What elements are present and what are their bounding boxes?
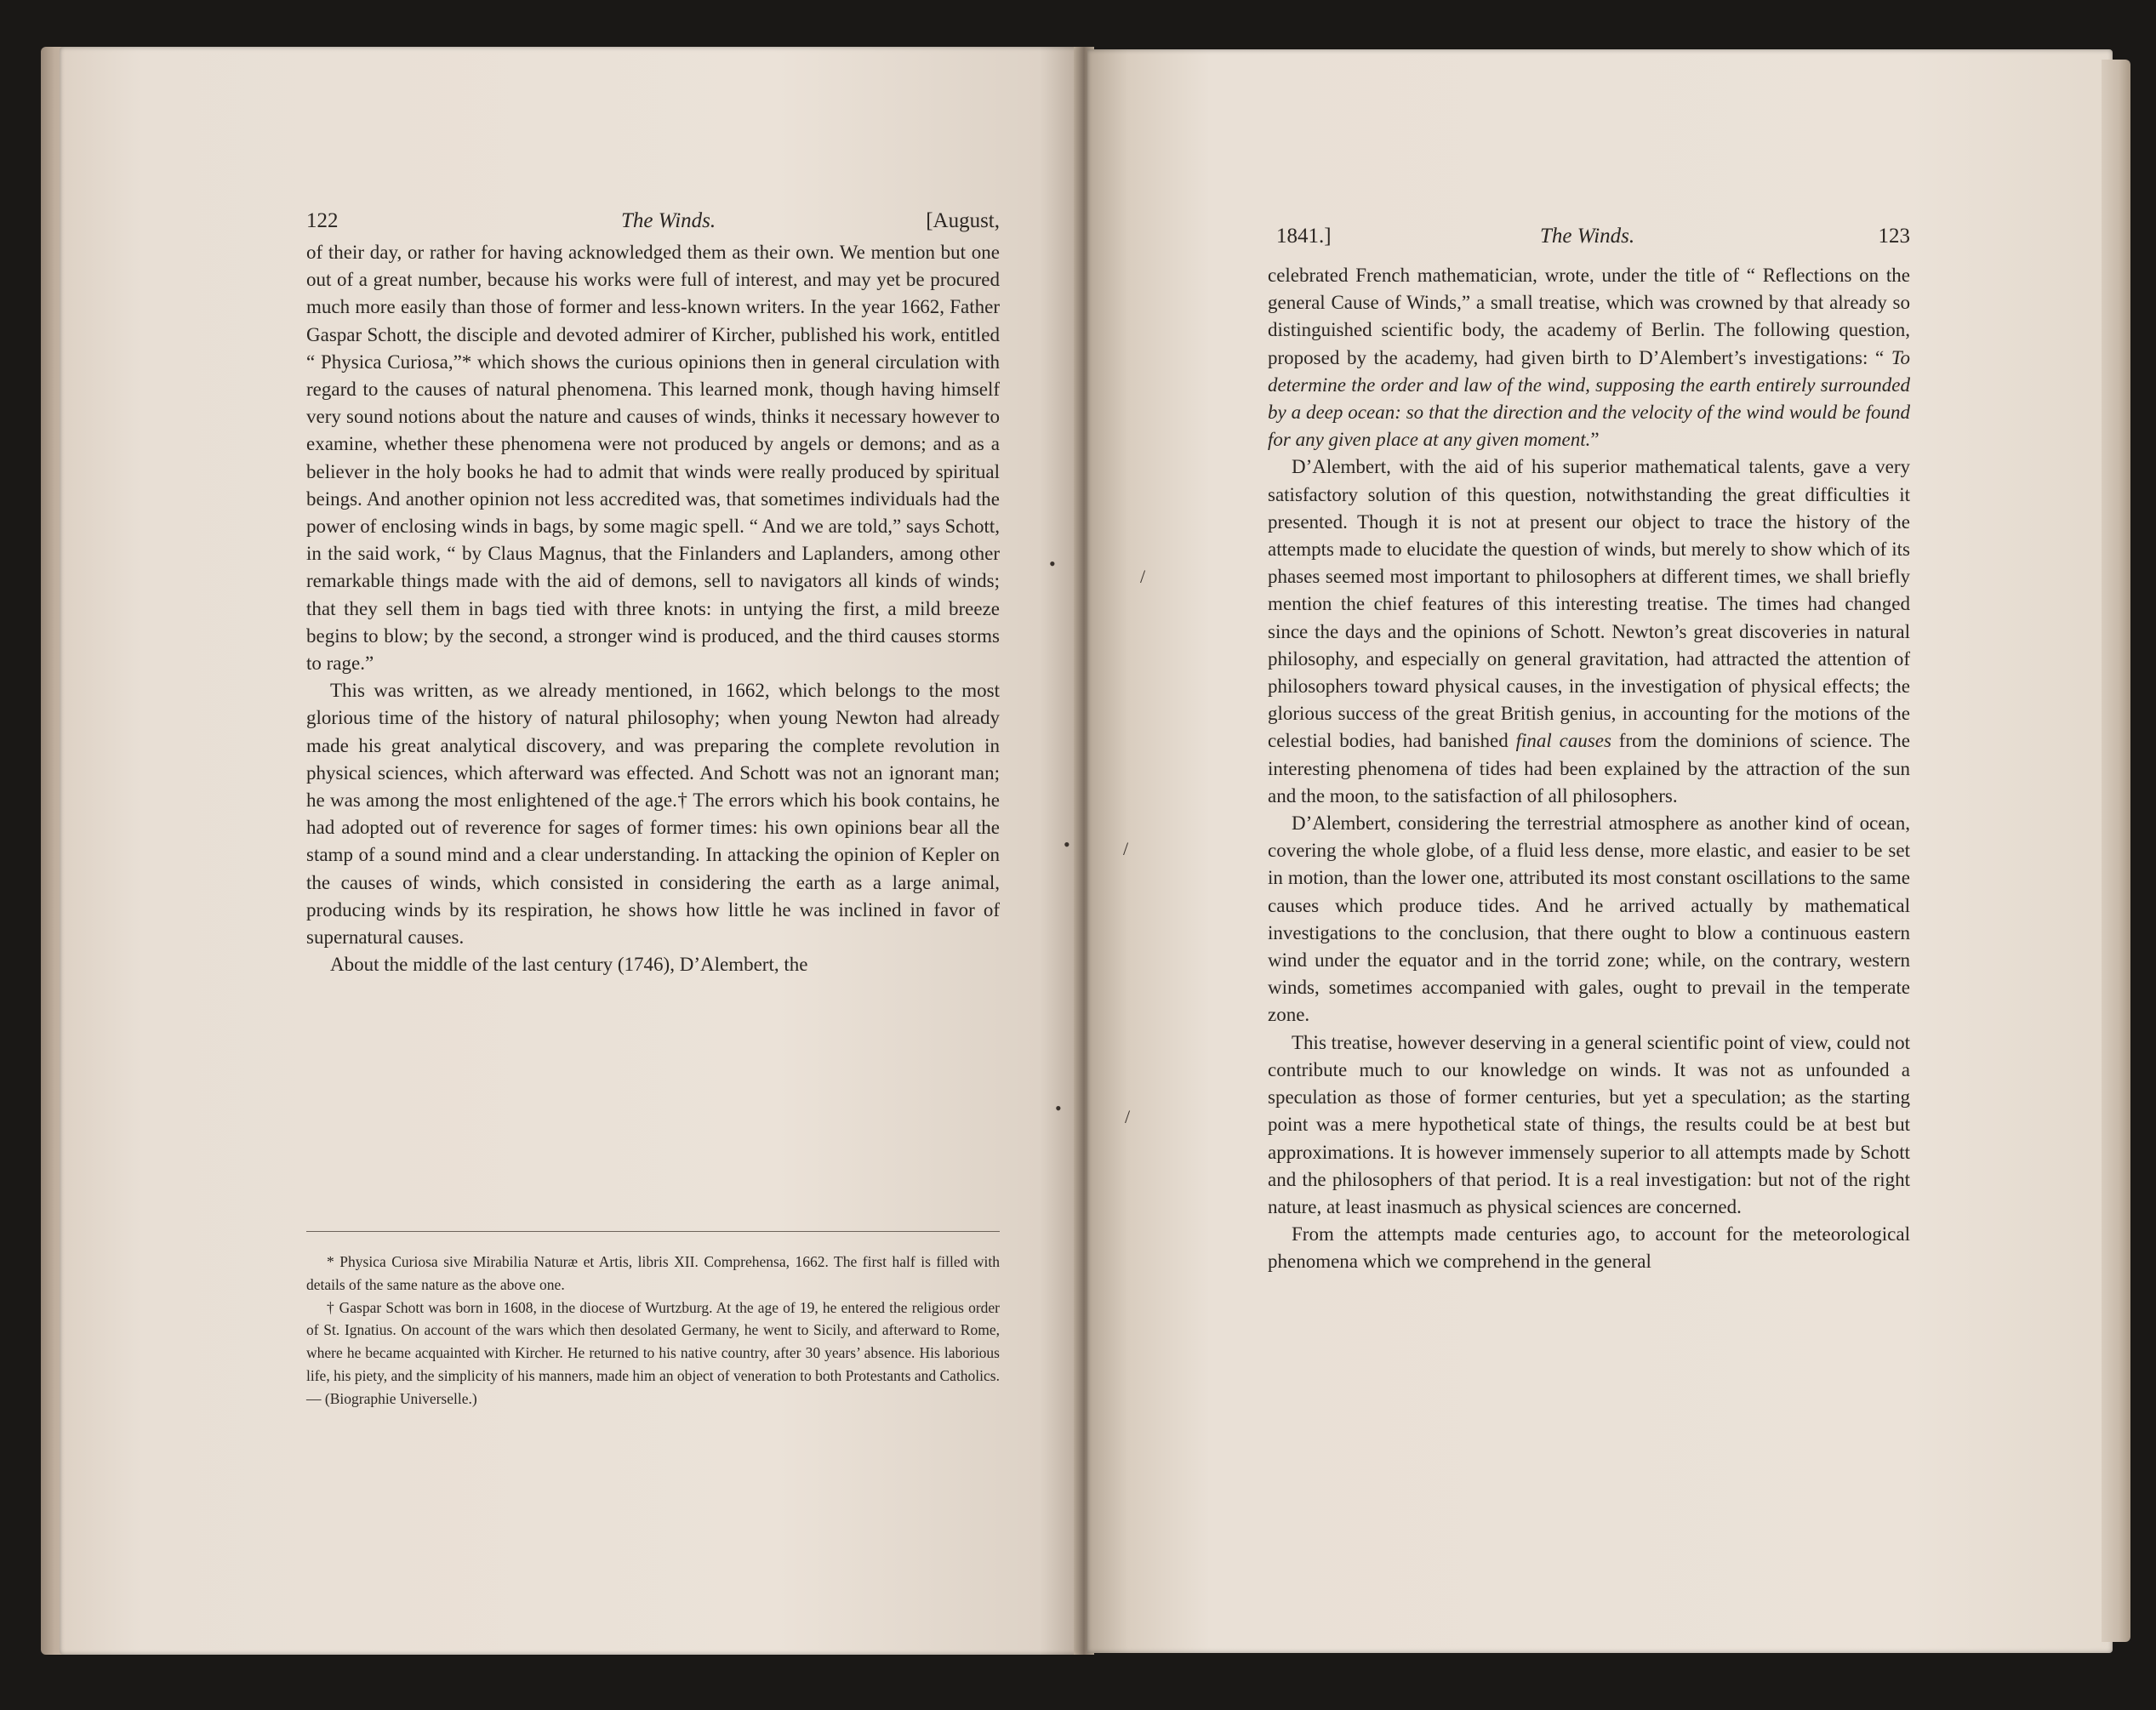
left-body-text: [306, 239, 1000, 978]
right-paragraph-1-quote: To determine the order and law of the wind, supposing the earth entirely surrounded by a deep ocean: so that the direction and the velocity of the wind would be found for any given place at any given moment.: [1268, 346, 1910, 451]
left-footnotes: [306, 1251, 1000, 1411]
left-running-date: [August,: [926, 209, 1000, 232]
right-page-number: 123: [1878, 225, 1910, 248]
right-paragraph-5: From the attempts made centuries ago, to account for the meteorological phenomena which we comprehend in the general: [1268, 1223, 1910, 1273]
left-page: [60, 47, 1081, 1655]
right-body-text: [1268, 262, 1910, 1276]
right-paragraph-1: [1268, 262, 1910, 453]
stitch-mark: •: [1055, 1097, 1062, 1119]
stitch-mark: /: [1125, 1106, 1131, 1127]
left-page-number: 122: [306, 209, 339, 232]
footnote-gaspar-schott: † Gaspar Schott was born in 1608, in the diocese of Wurtzburg. At the age of 19, he entered the religious order of St. Ignatius. On account of the wars which then desolated Germany, he went to Sicily, and afterward to Rome, where he became acquainted with Kircher. He returned to his native country, after 30 years’ absence. His laborious life, his piety, and the simplicity of his manners, made him an object of veneration to both Protestants and Catholics.— (Biographie Universelle.): [306, 1298, 1000, 1407]
right-running-head: [1276, 219, 1910, 254]
right-paragraph-2-italic: final causes: [1515, 730, 1611, 752]
footnote-physica-curiosa: * Physica Curiosa sive Mirabilia Naturæ et Artis, libris XII. Comprehensa, 1662. The first half is filled with details of the same nature as the above one.: [306, 1253, 1000, 1293]
right-page-stack-edge: [2102, 60, 2130, 1642]
stitch-mark: •: [1049, 553, 1056, 574]
left-paragraph-1: of their day, or rather for having acknowledged them as their own. We mention but one out of a great number, because his works were full of interest, and may yet be procured much more easily than those of former and less-known writers. In the year 1662, Father Gaspar Schott, the disciple and devoted admirer of Kircher, published his work, entitled “ Physica Curiosa,”* which shows the curious opinions then in general circulation with regard to the causes of natural phenomena. This learned monk, though having himself very sound notions about the nature and causes of winds, thinks it necessary however to examine, whether these phenomena were not produced by angels or demons; and as a believer in the holy books he had to admit that winds were really produced by spiritual beings. And another opinion not less accredited was, that sometimes individuals had the power of enclosing winds in bags, by some magic spell. “ And we are told,” says Schott, in the said work, “ by Claus Magnus, that the Finlanders and Laplanders, among other remarkable things made with the aid of demons, sell to navigators all kinds of winds; that they sell them in bags tied with three knots: in untying the first, a mild breeze begins to blow; by the second, a stronger wind is produced, and the third causes storms to rage.”: [306, 242, 1000, 675]
stitch-mark: •: [1064, 834, 1070, 855]
footnote-rule: [306, 1231, 1000, 1232]
left-running-title: The Winds.: [621, 209, 716, 232]
right-paragraph-2-tail: from the dominions of science. The interesting phenomena of tides had been explained by the attraction of the sun and the moon, to the satisfaction of all philosophers.: [1268, 730, 1910, 807]
right-running-date: 1841.]: [1276, 225, 1332, 248]
stitch-mark: /: [1140, 566, 1146, 587]
right-paragraph-2-text: D’Alembert, with the aid of his superior mathematical talents, gave a very satisfactory solution of this question, notwithstanding the great difficulties it presented. Though it is not at present our object to trace the history of the attempts made to elucidate the question of winds, but merely to show which of its phases seemed most important to philosophers at different times, we shall briefly mention the chief features of this interesting treatise. The times had changed since the days and the opinions of Schott. Newton’s great discoveries in natural philosophy, and especially on general gravitation, had attracted the attention of philosophers toward physical causes, in the investigation of physical effects; the glorious success of the great British genius, in accounting for the motions of the celestial bodies, had banished: [1268, 456, 1910, 752]
right-paragraph-1-text: celebrated French mathematician, wrote, under the title of “ Reflections on the general Cause of Winds,” a small treatise, which was crowned by that already so distinguished scientific body, the academy of Berlin. The following question, proposed by the academy, had given birth to D’Alembert’s investigations: “: [1268, 265, 1910, 368]
left-paragraph-3: About the middle of the last century (1746), D’Alembert, the: [330, 954, 808, 976]
right-paragraph-2: [1268, 453, 1910, 810]
right-paragraph-1-close: ”: [1590, 429, 1600, 451]
right-running-title: The Winds.: [1540, 225, 1635, 248]
left-running-head: [306, 204, 1000, 238]
stitch-mark: /: [1123, 838, 1129, 859]
right-page: [1087, 49, 2113, 1653]
right-paragraph-4: This treatise, however deserving in a general scientific point of view, could not contribute much to our knowledge on winds. It was not as unfounded a speculation as those of former centuries, but yet a speculation; as the starting point was a mere hypothetical state of things, the results could be at best but approximations. It is however immensely superior to all attempts made by Schott and the philosophers of that period. It is a real investigation: but not of the right nature, at least inasmuch as physical sciences are concerned.: [1268, 1031, 1910, 1217]
right-paragraph-3: D’Alembert, considering the terrestrial atmosphere as another kind of ocean, covering the whole globe, of a fluid less dense, more elastic, and easier to be set in motion, than the lower one, attributed its most constant oscillations to the same causes which produce tides. And he arrived actually by mathematical investigations to the conclusion, that there ought to blow a continuous eastern wind under the equator and in the torrid zone; while, on the contrary, western winds, sometimes accompanied with gales, ought to prevail in the temperate zone.: [1268, 812, 1910, 1026]
left-paragraph-2: This was written, as we already mentioned, in 1662, which belongs to the most glorious time of the history of natural philosophy; when young Newton had already made his great analytical discovery, and was preparing the complete revolution in physical sciences, which afterward was effected. And Schott was not an ignorant man; he was among the most enlightened of the age.† The errors which his book contains, he had adopted out of reverence for sages of former times: his own opinions bear all the stamp of a sound mind and a clear understanding. In attacking the opinion of Kepler on the causes of winds, which consisted in considering the earth as a large animal, producing winds by its respiration, he shows how little he was inclined in favor of supernatural causes.: [306, 680, 1000, 949]
